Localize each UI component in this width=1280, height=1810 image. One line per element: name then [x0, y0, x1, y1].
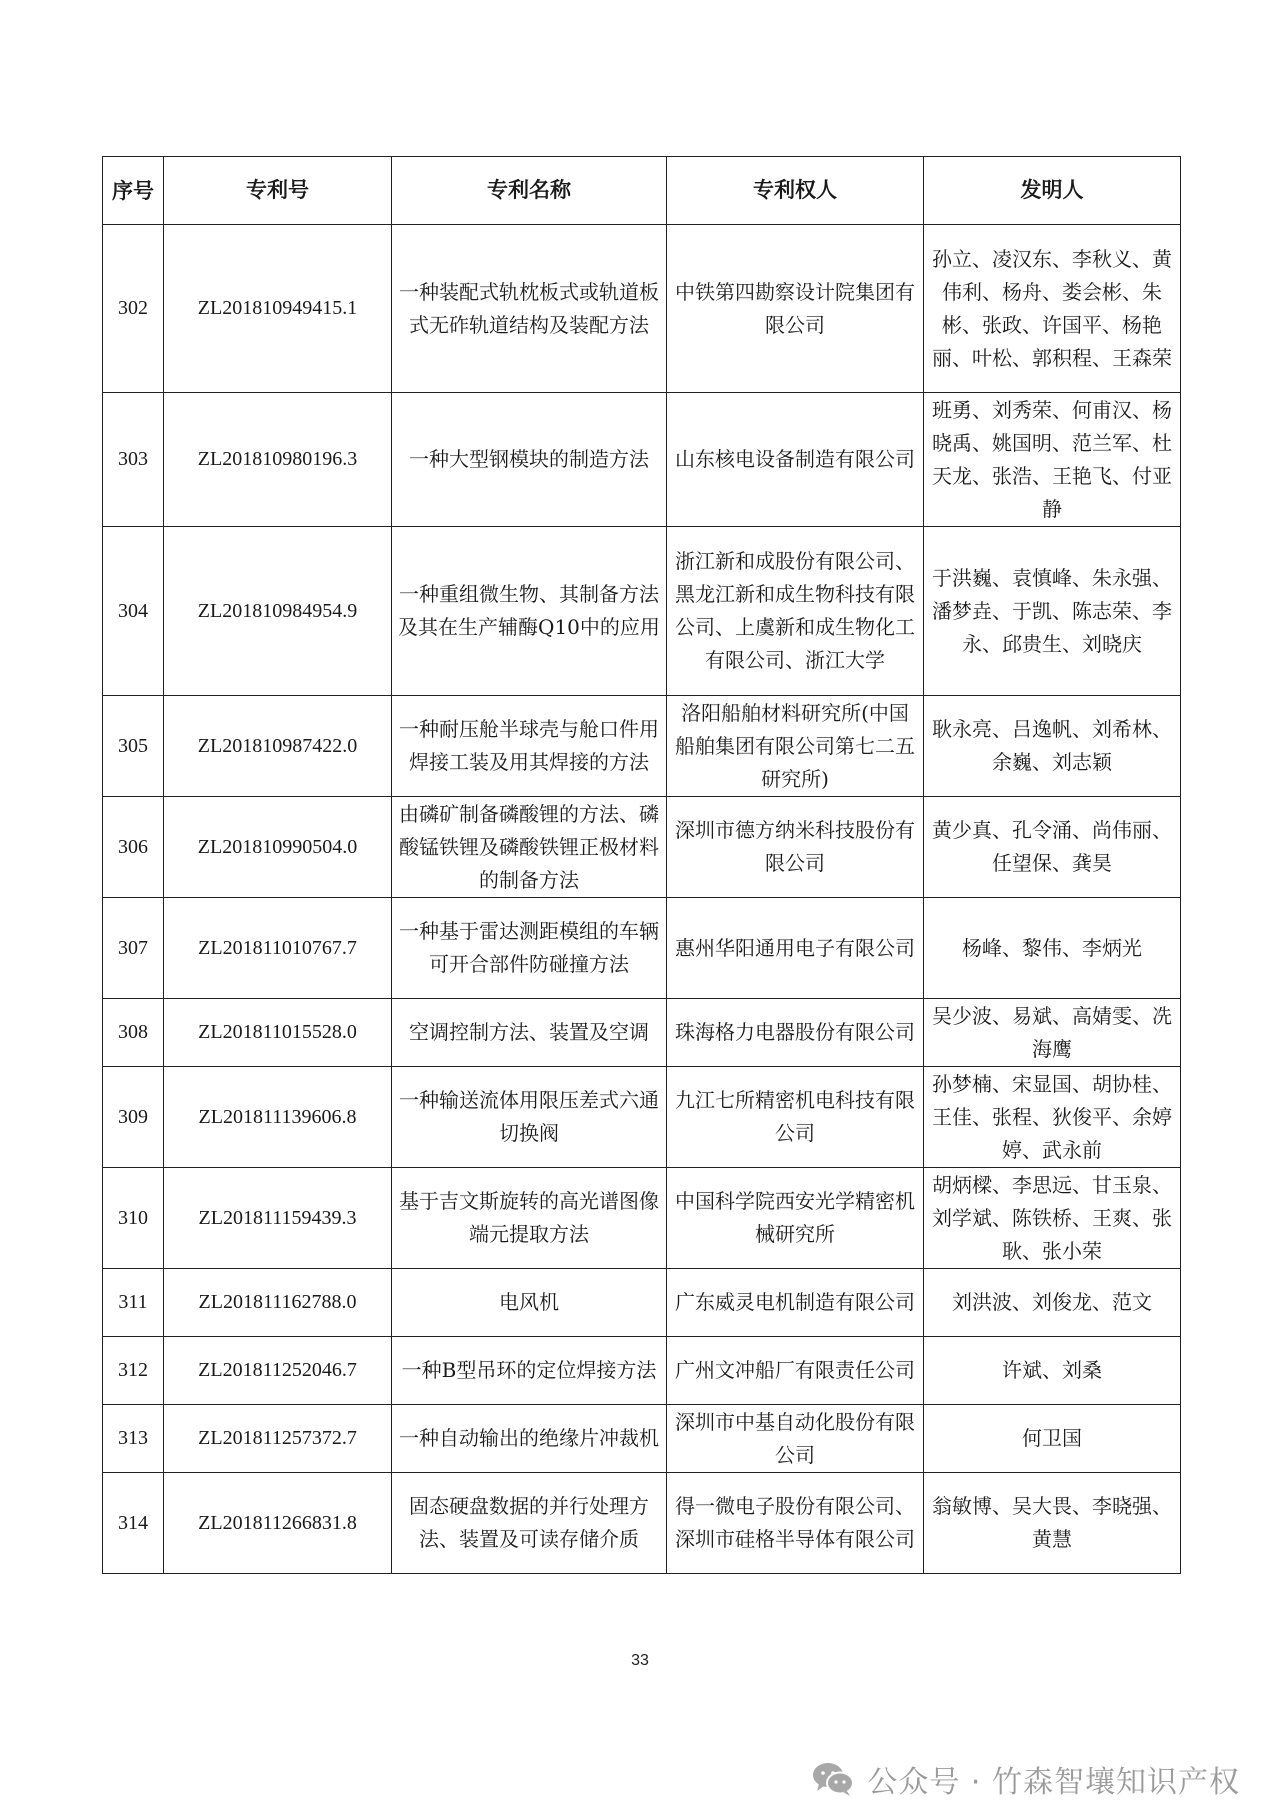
table-row — [103, 1473, 1181, 1574]
header-patent-name: 专利名称 — [392, 157, 667, 225]
table-row — [103, 1067, 1181, 1168]
cell-patent-name: 一种大型钢模块的制造方法 — [392, 393, 667, 527]
cell-patent-holder: 深圳市德方纳米科技股份有限公司 — [667, 797, 924, 898]
table-row — [103, 393, 1181, 527]
cell-seq: 309 — [103, 1067, 164, 1168]
cell-patent-holder: 广东威灵电机制造有限公司 — [667, 1269, 924, 1337]
cell-patent-holder: 珠海格力电器股份有限公司 — [667, 999, 924, 1067]
watermark — [811, 1757, 1240, 1801]
cell-seq: 303 — [103, 393, 164, 527]
cell-seq: 304 — [103, 527, 164, 696]
table-row — [103, 1269, 1181, 1337]
cell-patent-no: ZL201810984954.9 — [164, 527, 392, 696]
table-row — [103, 1168, 1181, 1269]
cell-inventors: 翁敏博、吴大畏、李晓强、黄慧 — [924, 1473, 1181, 1574]
cell-patent-no: ZL201811257372.7 — [164, 1405, 392, 1473]
cell-patent-name: 空调控制方法、装置及空调 — [392, 999, 667, 1067]
table-row — [103, 1405, 1181, 1473]
cell-seq: 312 — [103, 1337, 164, 1405]
cell-patent-no: ZL201811010767.7 — [164, 898, 392, 999]
cell-patent-holder: 浙江新和成股份有限公司、黑龙江新和成生物科技有限公司、上虞新和成生物化工有限公司、浙江大学 — [667, 527, 924, 696]
cell-inventors: 刘洪波、刘俊龙、范文 — [924, 1269, 1181, 1337]
cell-patent-name: 一种B型吊环的定位焊接方法 — [392, 1337, 667, 1405]
cell-patent-no: ZL201810990504.0 — [164, 797, 392, 898]
cell-inventors: 吴少波、易斌、高婧雯、冼海鹰 — [924, 999, 1181, 1067]
cell-patent-no: ZL201811159439.3 — [164, 1168, 392, 1269]
cell-patent-name: 固态硬盘数据的并行处理方法、装置及可读存储介质 — [392, 1473, 667, 1574]
cell-inventors: 何卫国 — [924, 1405, 1181, 1473]
cell-patent-name: 基于吉文斯旋转的高光谱图像端元提取方法 — [392, 1168, 667, 1269]
wechat-icon — [811, 1760, 855, 1798]
cell-inventors: 于洪巍、袁慎峰、朱永强、潘梦垚、于凯、陈志荣、李永、邱贵生、刘晓庆 — [924, 527, 1181, 696]
cell-patent-name: 一种重组微生物、其制备方法及其在生产辅酶Q10中的应用 — [392, 527, 667, 696]
cell-patent-name: 一种自动输出的绝缘片冲裁机 — [392, 1405, 667, 1473]
cell-patent-holder: 中铁第四勘察设计院集团有限公司 — [667, 225, 924, 393]
cell-inventors: 黄少真、孔令涌、尚伟丽、任望保、龚昊 — [924, 797, 1181, 898]
header-inventors: 发明人 — [924, 157, 1181, 225]
table-row — [103, 696, 1181, 797]
cell-seq: 313 — [103, 1405, 164, 1473]
cell-patent-no: ZL201811015528.0 — [164, 999, 392, 1067]
cell-inventors: 许斌、刘桑 — [924, 1337, 1181, 1405]
cell-patent-name: 一种基于雷达测距模组的车辆可开合部件防碰撞方法 — [392, 898, 667, 999]
cell-patent-holder: 惠州华阳通用电子有限公司 — [667, 898, 924, 999]
header-seq: 序号 — [103, 157, 164, 225]
cell-patent-holder: 深圳市中基自动化股份有限公司 — [667, 1405, 924, 1473]
cell-inventors: 孙梦楠、宋显国、胡协桂、王佳、张程、狄俊平、余婷婷、武永前 — [924, 1067, 1181, 1168]
cell-seq: 308 — [103, 999, 164, 1067]
cell-seq: 307 — [103, 898, 164, 999]
cell-patent-no: ZL201810980196.3 — [164, 393, 392, 527]
cell-patent-no: ZL201811252046.7 — [164, 1337, 392, 1405]
header-patent-holder: 专利权人 — [667, 157, 924, 225]
cell-seq: 310 — [103, 1168, 164, 1269]
cell-inventors: 胡炳樑、李思远、甘玉泉、刘学斌、陈铁桥、王爽、张耿、张小荣 — [924, 1168, 1181, 1269]
cell-seq: 306 — [103, 797, 164, 898]
cell-seq: 311 — [103, 1269, 164, 1337]
cell-patent-no: ZL201811139606.8 — [164, 1067, 392, 1168]
cell-patent-holder: 广州文冲船厂有限责任公司 — [667, 1337, 924, 1405]
header-row — [103, 157, 1181, 225]
table-row — [103, 527, 1181, 696]
cell-patent-no: ZL201811162788.0 — [164, 1269, 392, 1337]
cell-patent-holder: 洛阳船舶材料研究所(中国船舶集团有限公司第七二五研究所) — [667, 696, 924, 797]
cell-patent-no: ZL201811266831.8 — [164, 1473, 392, 1574]
table-row — [103, 999, 1181, 1067]
cell-patent-name: 一种装配式轨枕板式或轨道板式无砟轨道结构及装配方法 — [392, 225, 667, 393]
table-row — [103, 1337, 1181, 1405]
patent-table — [102, 156, 1181, 1574]
cell-inventors: 班勇、刘秀荣、何甫汉、杨晓禹、姚国明、范兰军、杜天龙、张浩、王艳飞、付亚静 — [924, 393, 1181, 527]
cell-patent-name: 电风机 — [392, 1269, 667, 1337]
cell-seq: 305 — [103, 696, 164, 797]
cell-seq: 314 — [103, 1473, 164, 1574]
page-number: 33 — [631, 1652, 649, 1669]
patent-table-container — [102, 156, 1180, 1574]
table-row — [103, 898, 1181, 999]
cell-seq: 302 — [103, 225, 164, 393]
cell-patent-name: 一种耐压舱半球壳与舱口件用焊接工装及用其焊接的方法 — [392, 696, 667, 797]
cell-patent-no: ZL201810949415.1 — [164, 225, 392, 393]
header-patent-no: 专利号 — [164, 157, 392, 225]
cell-patent-no: ZL201810987422.0 — [164, 696, 392, 797]
cell-inventors: 耿永亮、吕逸帆、刘希林、余巍、刘志颖 — [924, 696, 1181, 797]
cell-patent-holder: 得一微电子股份有限公司、深圳市硅格半导体有限公司 — [667, 1473, 924, 1574]
cell-patent-name: 由磷矿制备磷酸锂的方法、磷酸锰铁锂及磷酸铁锂正极材料的制备方法 — [392, 797, 667, 898]
table-row — [103, 797, 1181, 898]
cell-inventors: 孙立、凌汉东、李秋义、黄伟利、杨舟、娄会彬、朱彬、张政、许国平、杨艳丽、叶松、郭积程、王森荣 — [924, 225, 1181, 393]
cell-patent-holder: 山东核电设备制造有限公司 — [667, 393, 924, 527]
cell-inventors: 杨峰、黎伟、李炳光 — [924, 898, 1181, 999]
watermark-text: 公众号 · 竹森智壤知识产权 — [867, 1765, 1240, 1800]
table-body — [103, 225, 1181, 1574]
table-row — [103, 225, 1181, 393]
cell-patent-holder: 九江七所精密机电科技有限公司 — [667, 1067, 924, 1168]
cell-patent-name: 一种输送流体用限压差式六通切换阀 — [392, 1067, 667, 1168]
cell-patent-holder: 中国科学院西安光学精密机械研究所 — [667, 1168, 924, 1269]
